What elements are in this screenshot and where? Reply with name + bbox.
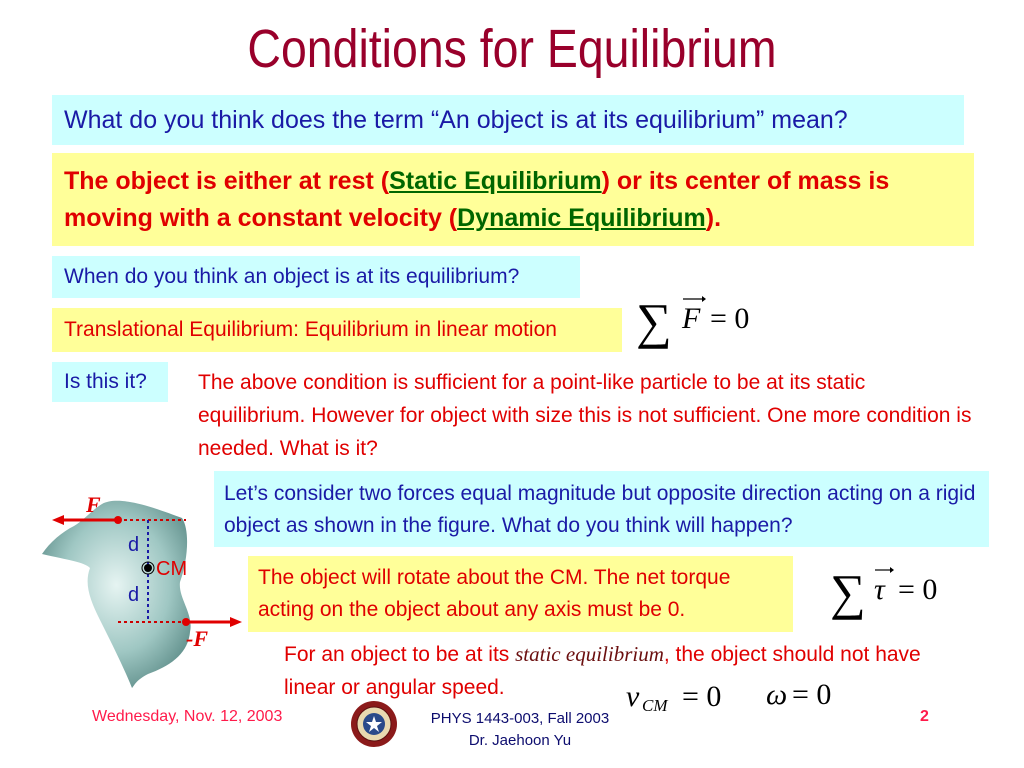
cm-subscript: CM <box>642 696 668 715</box>
vector-arrow-icon <box>682 294 706 304</box>
static-equilibrium-italic: static equilibrium <box>515 642 664 666</box>
vcm-rhs: = 0 <box>682 680 722 713</box>
footer-instructor: Dr. Jaehoon Yu <box>468 732 572 749</box>
condition-part1: For an object to be at its <box>284 643 516 666</box>
force-label-top: F <box>86 492 101 517</box>
rigid-object-shape <box>42 501 191 688</box>
sum-torque-equation <box>830 563 970 623</box>
sum-force-equation <box>636 292 776 352</box>
torque-vector-symbol: τ <box>874 573 885 606</box>
cm-label: CM <box>156 558 188 580</box>
rigid-object-figure <box>40 490 250 690</box>
answer-box <box>52 153 974 246</box>
rotation-answer-box: The object will rotate about the CM. The net torque acting on the object about any axis must be 0. <box>248 556 793 632</box>
omega-rhs: = 0 <box>792 678 832 711</box>
footer-date: Wednesday, Nov. 12, 2003 <box>92 708 283 725</box>
vector-arrow-icon <box>874 565 894 575</box>
omega-equation <box>766 678 856 718</box>
cm-point <box>144 564 152 572</box>
distance-label-bottom: d <box>128 584 140 606</box>
sum-force-rhs: = 0 <box>710 302 750 335</box>
footer-course: PHYS 1443-003, Fall 2003 <box>430 710 610 727</box>
translational-equilibrium-box: Translational Equilibrium: Equilibrium in linear motion <box>52 308 622 352</box>
answer-part3: ). <box>705 204 722 232</box>
slide-number: 2 <box>920 708 929 725</box>
static-equilibrium-term: Static Equilibrium <box>389 167 602 195</box>
sigma-symbol: ∑ <box>830 564 866 620</box>
answer-part2: ) or its center of mass is moving with a constant velocity ( <box>64 167 890 232</box>
sufficient-condition-text: The above condition is sufficient for a point-like particle to be at its static equilibrium. However for object with size this is not sufficient. One more condition is needed. What is it? <box>198 371 972 460</box>
two-forces-question: Let’s consider two forces equal magnitude but opposite direction acting on a rigid object as shown in the figure. What do you think will happen? <box>214 471 989 547</box>
force-vector-symbol: F <box>682 302 701 335</box>
question-when-equilibrium: When do you think an object is at its equilibrium? <box>52 256 580 298</box>
force-label-bottom: -F <box>186 626 208 651</box>
dynamic-equilibrium-term: Dynamic Equilibrium <box>457 204 706 232</box>
slide-title: Conditions for Equilibrium <box>247 19 777 79</box>
question-equilibrium-meaning: What do you think does the term “An object is at its equilibrium” mean? <box>52 95 964 145</box>
is-this-it-box: Is this it? <box>52 362 168 402</box>
omega-symbol: ω <box>766 678 788 711</box>
sum-torque-rhs: = 0 <box>898 573 938 606</box>
v-symbol: v <box>626 680 640 713</box>
distance-label-top: d <box>128 534 140 556</box>
footer-course-info <box>390 708 650 752</box>
answer-part1: The object is either at rest ( <box>64 167 390 195</box>
condition-part2: , the object should not have linear or angular speed. <box>284 643 921 699</box>
sigma-symbol: ∑ <box>636 293 672 349</box>
